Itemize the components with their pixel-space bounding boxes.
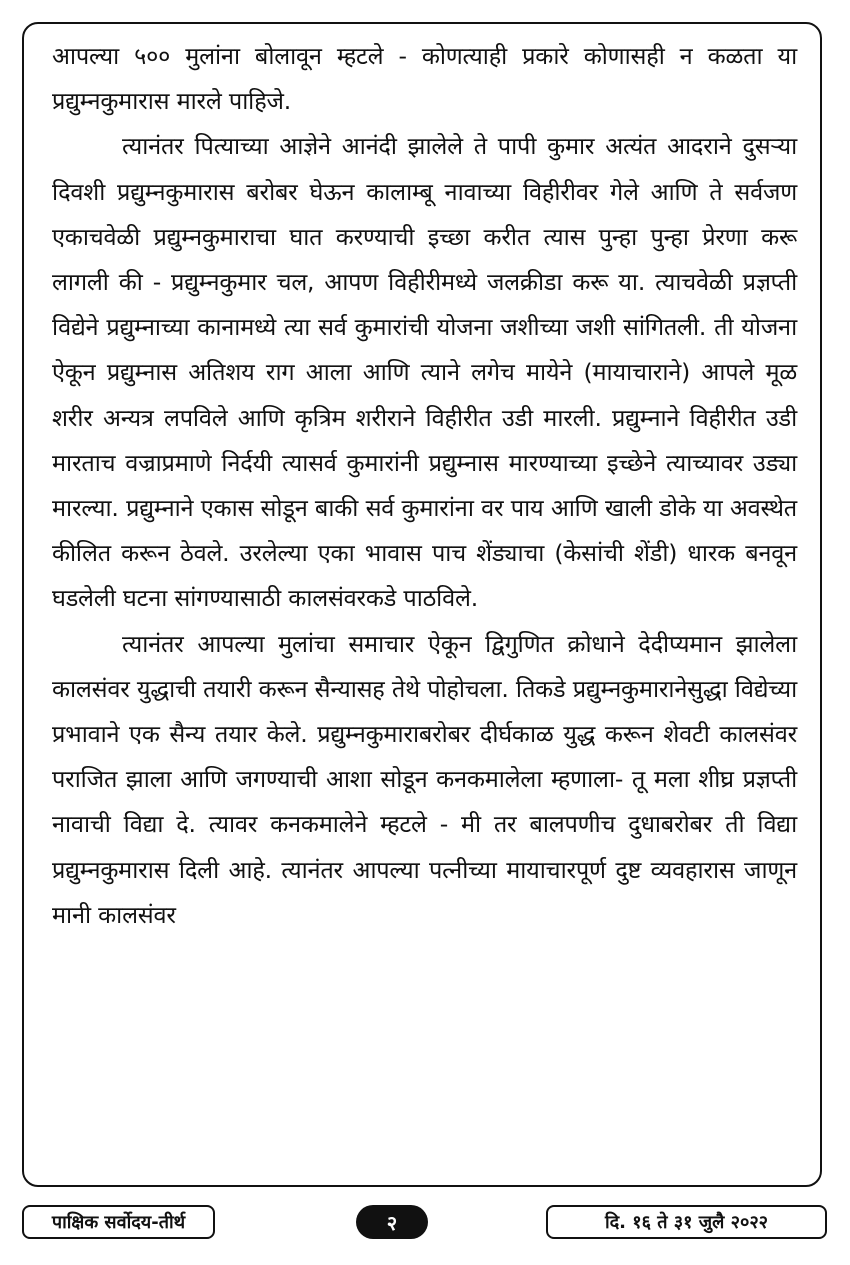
paragraph-1: आपल्या ५०० मुलांना बोलावून म्हटले - कोणत्याही प्रकारे कोणासही न कळता या प्रद्युम्नकुमारास मारले पाहिजे. <box>52 42 797 116</box>
publication-name: पाक्षिक सर्वोदय-तीर्थ <box>22 1205 215 1239</box>
page-number: २ <box>356 1205 428 1239</box>
body-text <box>52 34 797 938</box>
paragraph-2: त्यानंतर पित्याच्या आज्ञेने आनंदी झालेले ते पापी कुमार अत्यंत आदराने दुसऱ्या दिवशी प्रद्युम्नकुमारास बरोबर घेऊन कालाम्बू नावाच्या विहीरीवर गेले आणि ते सर्वजण एकाचवेळी प्रद्युम्नकुमाराचा घात करण्याची इच्छा करीत त्यास पुन्हा पुन्हा प्रेरणा करू लागली की - प्रद्युम्नकुमार चल, आपण विहीरीमध्ये जलक्रीडा करू या. त्याचवेळी प्रज्ञप्ती विद्येने प्रद्युम्नाच्या कानामध्ये त्या सर्व कुमारांची योजना जशीच्या जशी सांगितली. ती योजना ऐकून प्रद्युम्नास अतिशय राग आला आणि त्याने लगेच मायेने (मायाचाराने) आपले मूळ शरीर अन्यत्र लपविले आणि कृत्रिम शरीराने विहीरीत उडी मारली. प्रद्युम्नाने विहीरीत उडी मारताच वज्राप्रमाणे निर्दयी त्यासर्व कुमारांनी प्रद्युम्नास मारण्याच्या इच्छेने त्याच्यावर उड्या मारल्या. प्रद्युम्नाने एकास सोडून बाकी सर्व कुमारांना वर पाय आणि खाली डोके या अवस्थेत कीलित करून ठेवले. उरलेल्या एका भावास पाच शेंड्याचा (केसांची शेंडी) धारक बनवून घडलेली घटना सांगण्यासाठी कालसंवरकडे पाठविले. <box>52 132 797 613</box>
paragraph-3: त्यानंतर आपल्या मुलांचा समाचार ऐकून द्विगुणित क्रोधाने देदीप्यमान झालेला कालसंवर युद्धाची तयारी करून सैन्यासह तेथे पोहोचला. तिकडे प्रद्युम्नकुमारानेसुद्धा विद्येच्या प्रभावाने एक सैन्य तयार केले. प्रद्युम्नकुमाराबरोबर दीर्घकाळ युद्ध करून शेवटी कालसंवर पराजित झाला आणि जगण्याची आशा सोडून कनकमालेला म्हणाला- तू मला शीघ्र प्रज्ञप्ती नावाची विद्या दे. त्यावर कनकमालेने म्हटले - मी तर बालपणीच दुधाबरोबर ती विद्या प्रद्युम्नकुमारास दिली आहे. त्यानंतर आपल्या पत्नीच्या मायाचारपूर्ण दुष्ट व्यवहारास जाणून मानी कालसंवर <box>52 629 797 929</box>
issue-date: दि. १६ ते ३१ जुलै २०२२ <box>546 1205 827 1239</box>
